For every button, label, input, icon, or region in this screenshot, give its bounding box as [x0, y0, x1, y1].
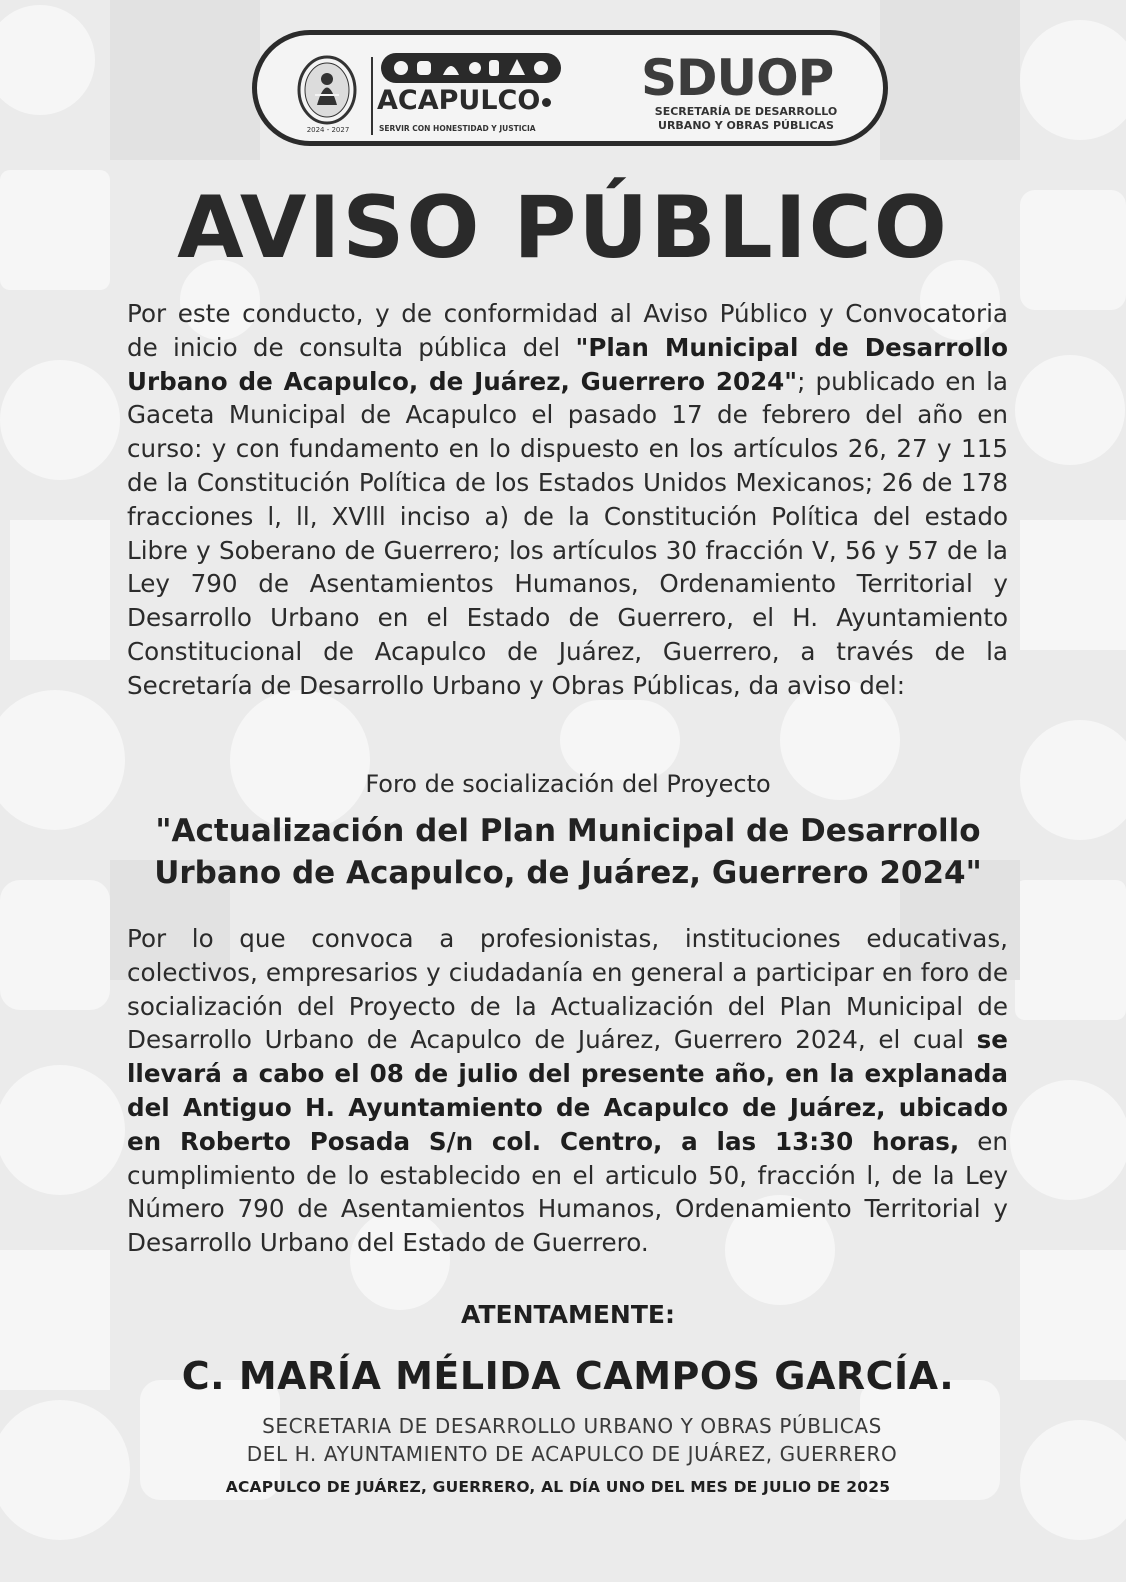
paragraph-2-rest: en cumplimiento de lo establecido en el articulo 50, fracción l, de la Ley Número 790 de Asentamientos Humanos, Ordenamiento Territorial y Desarrollo Urbano del Estado de Guerrero.: [127, 1126, 1008, 1258]
acapulco-glyphs-icon: [381, 51, 561, 85]
agency-acronym: SDUOP: [641, 49, 834, 107]
seal-years: 2024 - 2027: [306, 126, 350, 134]
forum-intro: Foro de socialización del Proyecto: [365, 770, 771, 798]
forum-title: "Actualización del Plan Municipal de Desarrollo Urbano de Acapulco, de Juárez, Guerrero 2024": [154, 813, 982, 891]
signatory-name: C. MARÍA MÉLIDA CAMPOS GARCÍA.: [181, 1354, 955, 1398]
signatory-role-line-1: SECRETARIA DE DESARROLLO URBANO Y OBRAS PÚBLICAS: [262, 1414, 882, 1438]
paragraph-1: [127, 297, 1008, 703]
plan-name: "Plan Municipal de Desarrollo Urbano de Acapulco, de Juárez, Guerrero 2024": [127, 332, 1008, 396]
paragraph-2: [127, 922, 1008, 1260]
header-banner: [252, 30, 888, 146]
paragraph-2-lead: Por lo que convoca a profesionistas, instituciones educativas, colectivos, empresarios y ciudadanía en general a participar en foro de socialización del Proyecto de la Actualización del Plan Municipal de Desarrollo Urbano de Acapulco de Juárez, Guerrero 2024, el cual: [127, 924, 1008, 1055]
logo-dot-icon: [542, 98, 551, 107]
date-line: ACAPULCO DE JUÁREZ, GUERRERO, AL DÍA UNO DEL MES DE JULIO DE 2025: [225, 1478, 891, 1496]
paragraph-1-lead: Por este conducto, y de conformidad al Aviso Público y Convocatoria de inicio de consulta pública del: [127, 299, 1008, 362]
agency-line-2: URBANO Y OBRAS PÚBLICAS: [658, 119, 834, 132]
paragraph-1-rest: ; publicado en la Gaceta Municipal de Acapulco el pasado 17 de febrero del año en curso: y con fundamento en lo dispuesto en los artículos 26, 27 y 115 de la Constitución Política de los Estados Unidos Mexicanos; 26 de 178 fracciones l, ll, XVlll inciso a) de la Constitución Política del estado Libre y Soberano de Guerrero; los artículos 30 fracción V, 56 y 57 de la Ley 790 de Asentamientos Humanos, Ordenamiento Territorial y Desarrollo Urbano en el Estado de Guerrero, el H. Ayuntamiento Constitucional de Acapulco de Juárez, Guerrero, a través de la Secretaría de Desarrollo Urbano y Obras Públicas, da aviso del:: [127, 366, 1008, 700]
signatory-role-line-2: DEL H. AYUNTAMIENTO DE ACAPULCO DE JUÁREZ, GUERRERO: [246, 1442, 898, 1466]
acapulco-seal-icon: [297, 55, 357, 125]
notice-title: AVISO PÚBLICO: [177, 178, 949, 278]
event-details: se llevará a cabo el 08 de julio del presente año, en la explanada del Antiguo H. Ayuntamiento de Acapulco de Juárez, ubicado en Roberto Posada S/n col. Centro, a las 13:30 horas,: [127, 1025, 1008, 1156]
municipality-motto: SERVIR CON HONESTIDAD Y JUSTICIA: [379, 124, 536, 133]
municipality-name: ACAPULCO: [377, 85, 551, 116]
agency-full-name: [641, 105, 851, 133]
agency-line-1: SECRETARÍA DE DESARROLLO: [654, 105, 838, 118]
closing-label: ATENTAMENTE:: [461, 1300, 675, 1329]
header-divider: [371, 57, 373, 135]
